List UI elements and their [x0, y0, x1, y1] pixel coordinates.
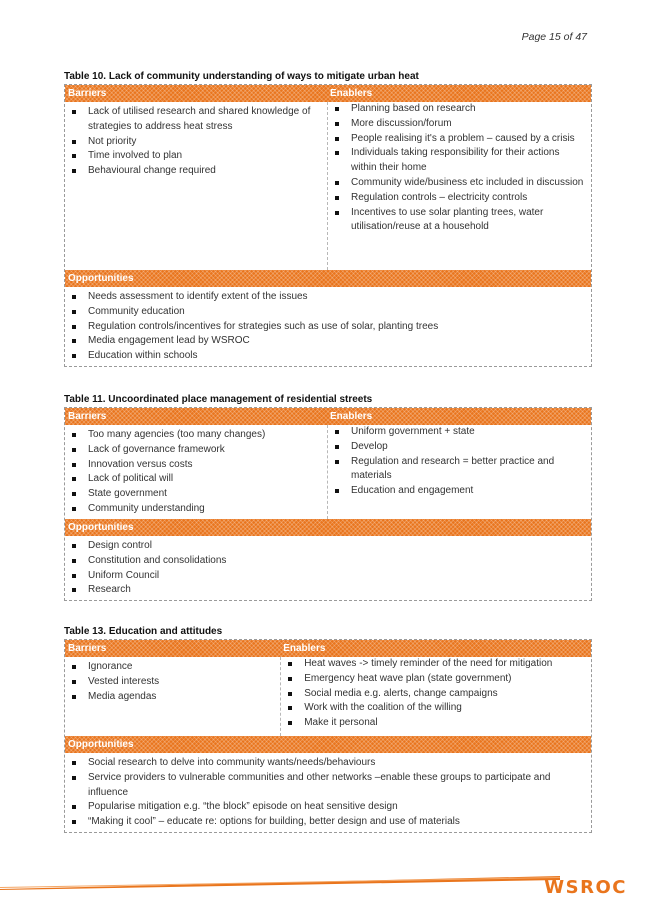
enablers-header: Enablers — [283, 643, 326, 654]
list-item: Media engagement lead by WSROC — [67, 334, 587, 349]
opportunities-cell — [65, 287, 591, 366]
list-item: Social research to delve into community wants/needs/behaviours — [67, 756, 587, 771]
list-item: People realising it's a problem – caused by a crisis — [330, 132, 587, 147]
page-number: Page 15 of 47 — [521, 31, 587, 43]
opportunities-list — [65, 753, 591, 832]
list-item: Innovation versus costs — [67, 458, 323, 473]
list-item: Ignorance — [67, 660, 276, 675]
barriers-list — [65, 102, 327, 181]
barriers-cell — [65, 102, 327, 270]
enablers-list — [281, 657, 591, 733]
barriers-list — [65, 425, 327, 519]
list-item: Individuals taking responsibility for their actions within their home — [330, 146, 587, 176]
list-item: Research — [67, 583, 587, 598]
enablers-list — [328, 425, 591, 501]
barriers-header: Barriers — [68, 88, 107, 99]
list-item: “Making it cool” – educate re: options for building, better design and use of materials — [67, 815, 587, 830]
list-item: Lack of political will — [67, 472, 323, 487]
barriers-list — [65, 657, 280, 706]
list-item: Heat waves -> timely reminder of the need for mitigation — [283, 657, 587, 672]
opportunities-list — [65, 287, 591, 366]
table-caption: Table 13. Education and attitudes — [64, 626, 223, 637]
list-item: Time involved to plan — [67, 149, 323, 164]
list-item: Regulation and research = better practice and materials — [330, 455, 587, 485]
opportunities-list — [65, 536, 591, 600]
list-item: Design control — [67, 539, 587, 554]
list-item: Not priority — [67, 135, 323, 150]
opportunities-header-row — [65, 519, 591, 536]
enablers-list — [328, 102, 591, 237]
list-item: Regulation controls – electricity controls — [330, 191, 587, 206]
table-header-row — [65, 408, 591, 425]
list-item: Planning based on research — [330, 102, 587, 117]
list-item: Lack of governance framework — [67, 443, 323, 458]
barriers-cell — [65, 657, 280, 736]
list-item: Lack of utilised research and shared knowledge of strategies to address heat stress — [67, 105, 323, 135]
list-item: Emergency heat wave plan (state government) — [283, 672, 587, 687]
enablers-header: Enablers — [330, 411, 373, 422]
list-item: More discussion/forum — [330, 117, 587, 132]
list-item: Incentives to use solar planting trees, water utilisation/reuse at a household — [330, 206, 587, 236]
table-10 — [64, 71, 592, 367]
table-caption: Table 11. Uncoordinated place management of residential streets — [64, 394, 373, 405]
enablers-header: Enablers — [330, 88, 373, 99]
list-item: Vested interests — [67, 675, 276, 690]
opportunities-header: Opportunities — [68, 739, 134, 750]
list-item: Make it personal — [283, 716, 587, 731]
list-item: Education within schools — [67, 349, 587, 364]
opportunities-header-row — [65, 270, 591, 287]
barriers-cell — [65, 425, 327, 519]
table-header-row — [65, 640, 591, 657]
barriers-header: Barriers — [68, 411, 107, 422]
list-item: Popularise mitigation e.g. “the block” episode on heat sensitive design — [67, 800, 587, 815]
enablers-cell — [327, 425, 591, 519]
enablers-cell — [327, 102, 591, 270]
barriers-header: Barriers — [68, 643, 107, 654]
list-item: Media agendas — [67, 690, 276, 705]
list-item: Regulation controls/incentives for strategies such as use of solar, planting trees — [67, 320, 587, 335]
list-item: Social media e.g. alerts, change campaigns — [283, 687, 587, 702]
list-item: Behavioural change required — [67, 164, 323, 179]
list-item: Uniform Council — [67, 569, 587, 584]
list-item: Work with the coalition of the willing — [283, 701, 587, 716]
footer-swoosh — [0, 876, 560, 890]
opportunities-cell — [65, 753, 591, 832]
enablers-cell — [280, 657, 591, 736]
table-13 — [64, 626, 592, 833]
list-item: Uniform government + state — [330, 425, 587, 440]
opportunities-header: Opportunities — [68, 273, 134, 284]
list-item: Community understanding — [67, 502, 323, 517]
table-header-row — [65, 85, 591, 102]
list-item: State government — [67, 487, 323, 502]
list-item: Community education — [67, 305, 587, 320]
opportunities-header-row — [65, 736, 591, 753]
list-item: Needs assessment to identify extent of the issues — [67, 290, 587, 305]
list-item: Community wide/business etc included in discussion — [330, 176, 587, 191]
opportunities-header: Opportunities — [68, 522, 134, 533]
list-item: Constitution and consolidations — [67, 554, 587, 569]
list-item: Develop — [330, 440, 587, 455]
list-item: Too many agencies (too many changes) — [67, 428, 323, 443]
table-caption: Table 10. Lack of community understanding of ways to mitigate urban heat — [64, 71, 419, 82]
opportunities-cell — [65, 536, 591, 600]
list-item: Education and engagement — [330, 484, 587, 499]
table-11 — [64, 394, 592, 601]
list-item: Service providers to vulnerable communities and other networks –enable these groups to participate and influence — [67, 771, 587, 801]
wsroc-logo: WSROC — [544, 877, 627, 898]
